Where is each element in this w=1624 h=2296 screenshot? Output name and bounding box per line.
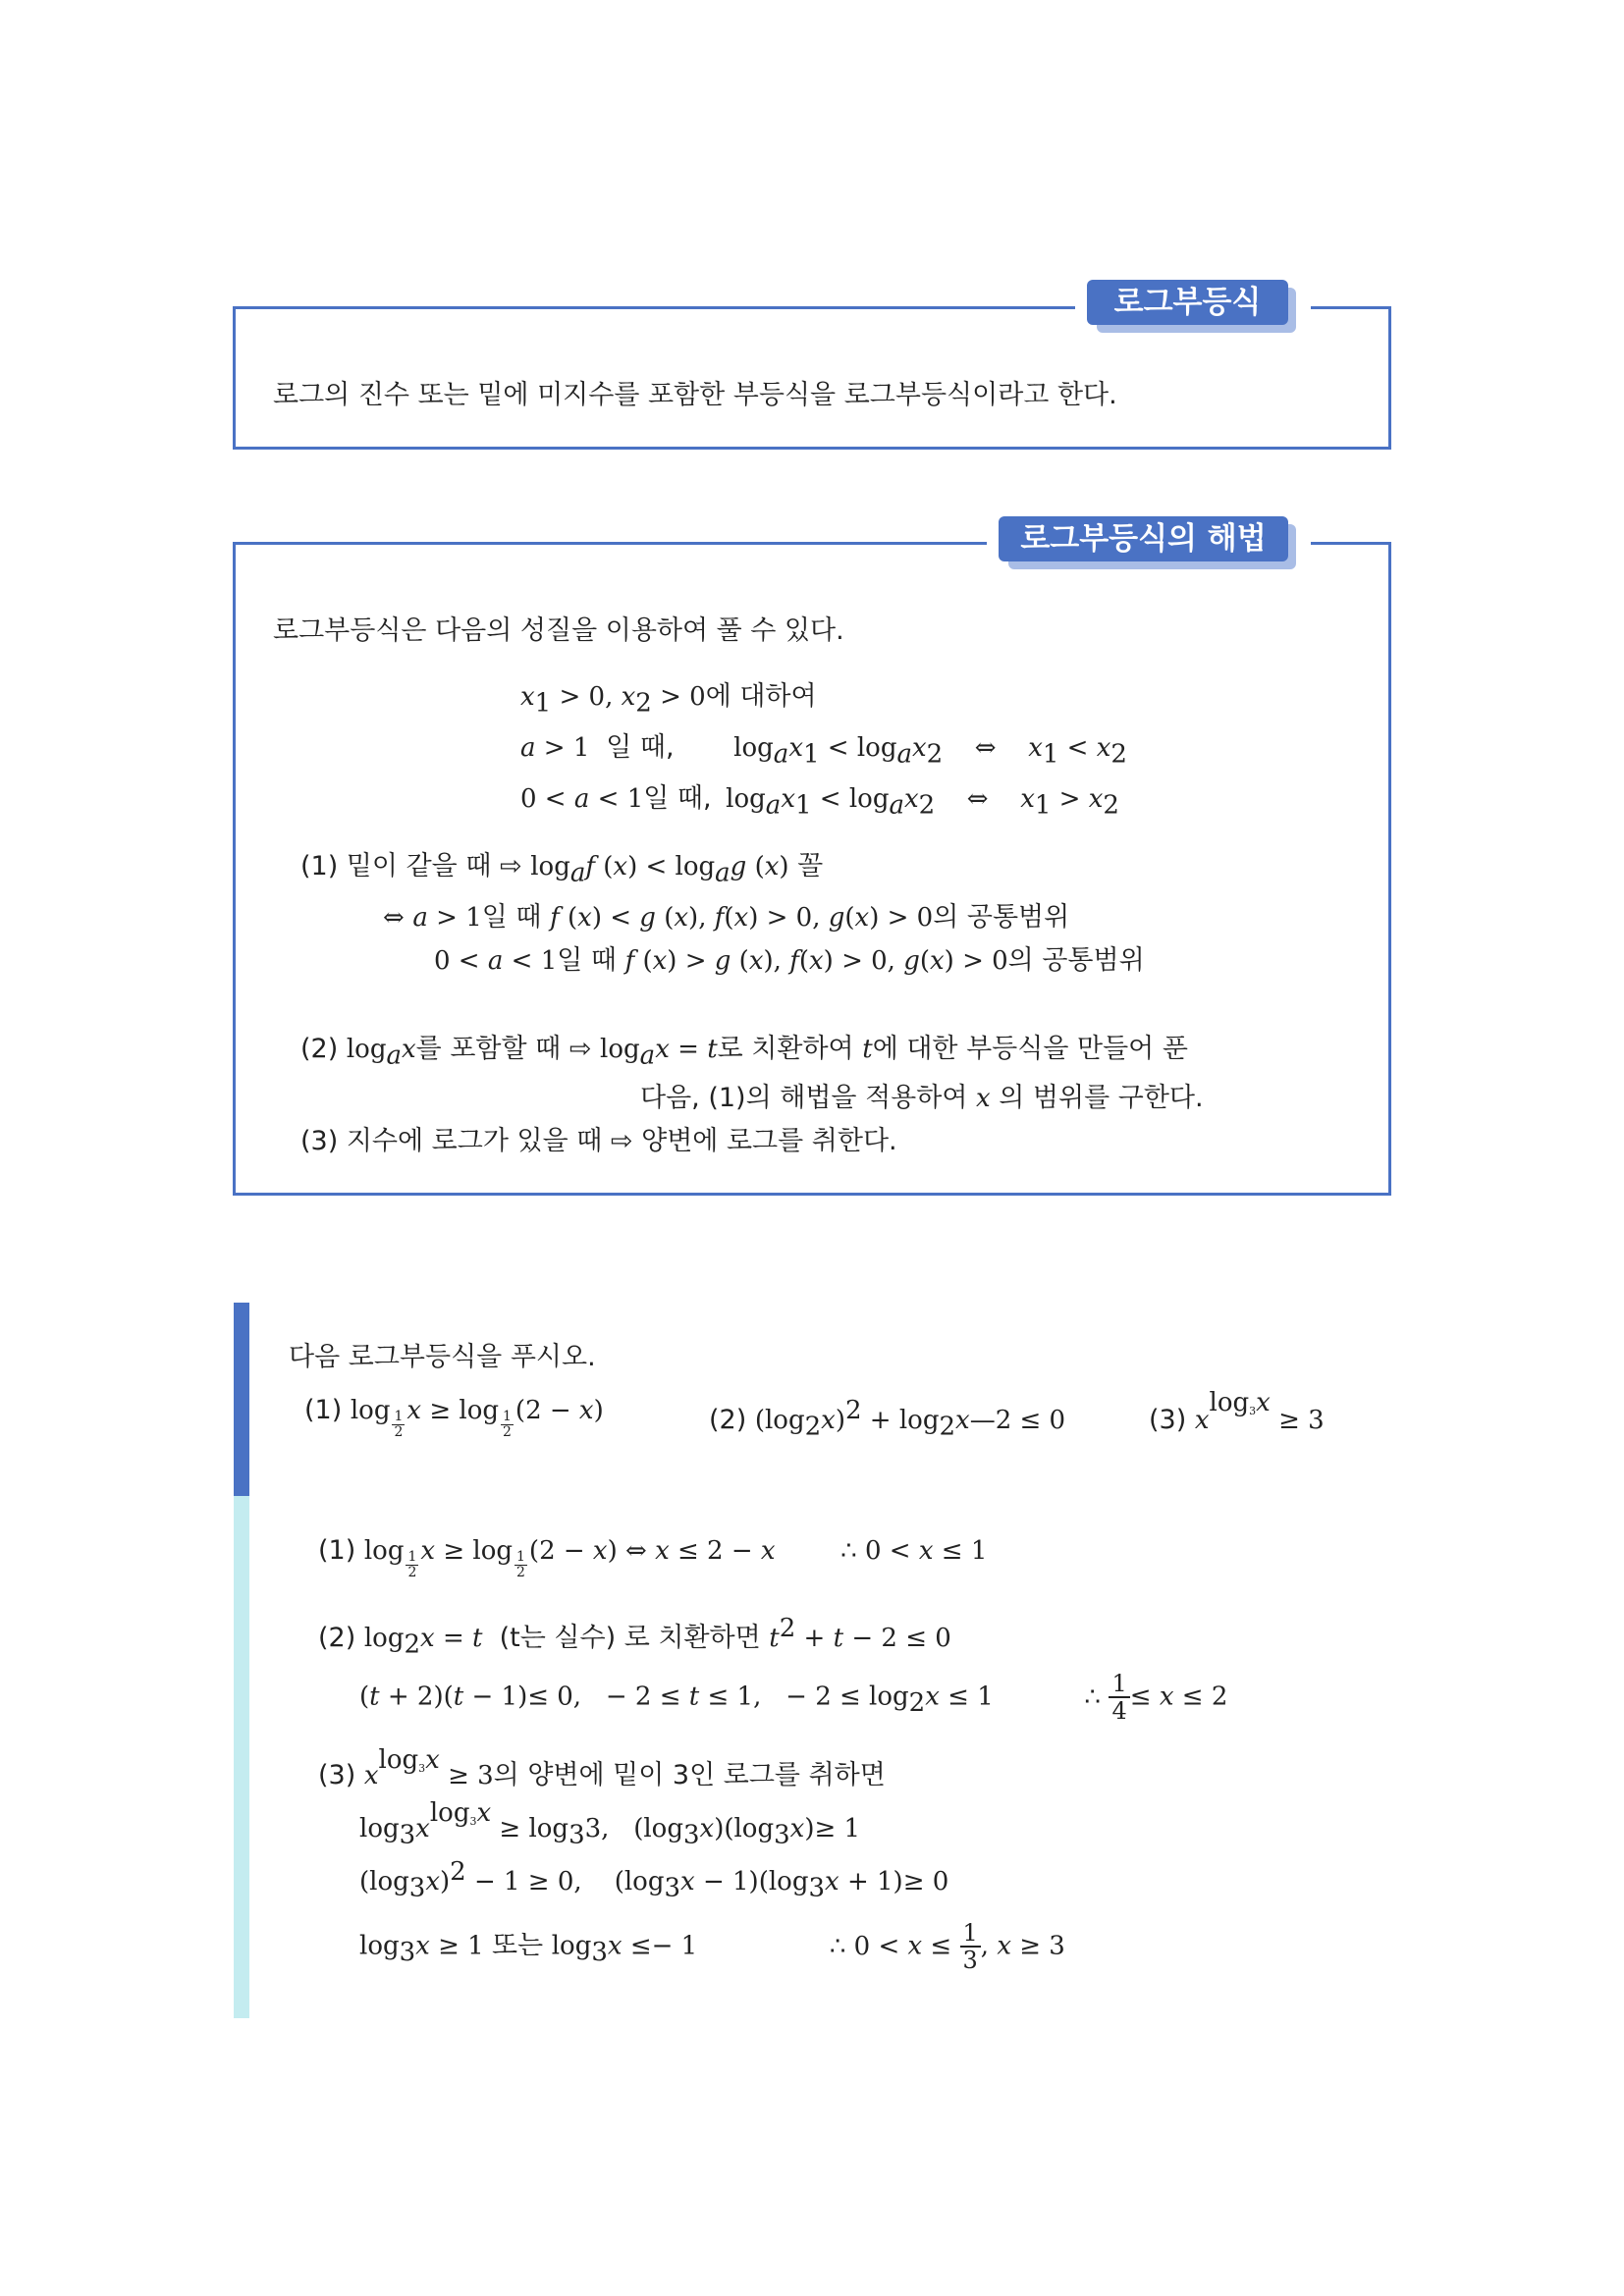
arrow-icon: ⇨ [610,1126,633,1156]
case-a-greater-1: a > 1 일 때, $\log_ax_1 < \log_ax_2$ ⇔ $x_1 < x_2$ [520,732,1127,770]
rule-1-line-2: ⇔ a > 1일 때 f (x) < g (x), f(x) > 0, g(x) > 0의 공통범위 [383,902,1070,933]
rule-1-line-3: 0 < a < 1일 때 f (x) > g (x), f(x) > 0, g(x) > 0의 공통범위 [434,945,1145,976]
method-tab-label: 로그부등식의 해법 [999,516,1288,561]
arrow-icon: ⇨ [500,851,522,881]
method-tab [999,516,1288,561]
solution-3-line-4: $\log_3x \ge 1$ 또는 $\log_3x \le- 1$ ∴ 0 < x ≤ $\frac{1}{3}$ , x ≥ 3 [359,1919,1065,1974]
solution-2-line-2: (t + 2)(t − 1)≤ 0, − 2 ≤ t ≤ 1, − $2 \le \log_2x \le 1$ ∴ $\frac{1}{4}$ ≤ x ≤ 2 [359,1670,1228,1725]
problem-3: (3) $x^{log_3x} \ge 3$ [1149,1388,1325,1435]
solution-3-line-2: $\log_3x^{log_3x} \ge \log_33$, $(\log_3x)(\log_3x)\ge 1$ [359,1798,861,1850]
solution-2: (2) $\log_2x = t$ (t는 실수) 로 치환하면 $t^2 + t - 2 \le 0$ [318,1614,951,1660]
solution-bar [234,1496,249,2018]
rule-2-line-2: 다음, (1)의 해법을 적용하여 x 의 범위를 구한다. [640,1083,1204,1113]
definition-tab-label: 로그부등식 [1087,280,1288,325]
problem-prompt: 다음 로그부등식을 푸시오. [289,1342,596,1372]
condition-line: $x_1 > 0$, $x_2 > 0$에 대하여 [520,681,817,719]
method-intro: 로그부등식은 다음의 성질을 이용하여 풀 수 있다. [273,615,844,646]
solution-3: (3) $x^{log_3x} \ge 3$의 양변에 밑이 3인 로그를 취하면 [318,1745,886,1790]
solution-1: (1) log $\frac{1}{2}$ x ≥ log $\frac{1}{2}$ (2 − x) ⇔ x ≤ 2 − x ∴ 0 < x ≤ 1 [318,1535,988,1580]
rule-2: (2) $\log_ax$를 포함할 때 ⇨ $\log_ax = t$로 치환하여 t에 대한 부등식을 만들어 푼 [300,1034,1188,1071]
definition-tab [1087,280,1288,325]
definition-text: 로그의 진수 또는 밑에 미지수를 포함한 부등식을 로그부등식이라고 한다. [273,380,1117,410]
problem-1: (1) log $\frac{1}{2}$ x ≥ log $\frac{1}{2}$ (2 − x) [304,1395,604,1440]
arrow-icon: ⇨ [568,1034,592,1064]
rule-3: (3) 지수에 로그가 있을 때 ⇨ 양변에 로그를 취한다. [300,1126,897,1156]
case-a-less-1: 0 < a < 1일 때, $\log_ax_1 < \log_ax_2$ ⇔ $x_1 > x_2$ [520,783,1119,821]
problem-2: (2) $(\log_2x)^2$ + $\log_2x—2 \le 0$ [709,1396,1066,1442]
solution-3-line-3: $(\log_3x)^2 - 1 \ge 0$, $(\log_3x - 1)(\log_3x + 1)\ge 0$ [359,1857,949,1903]
problem-bar [234,1303,249,1496]
rule-1: (1) 밑이 같을 때 ⇨ $\log_af$ $(x) < \log_ag$ (x) 꼴 [300,851,824,888]
